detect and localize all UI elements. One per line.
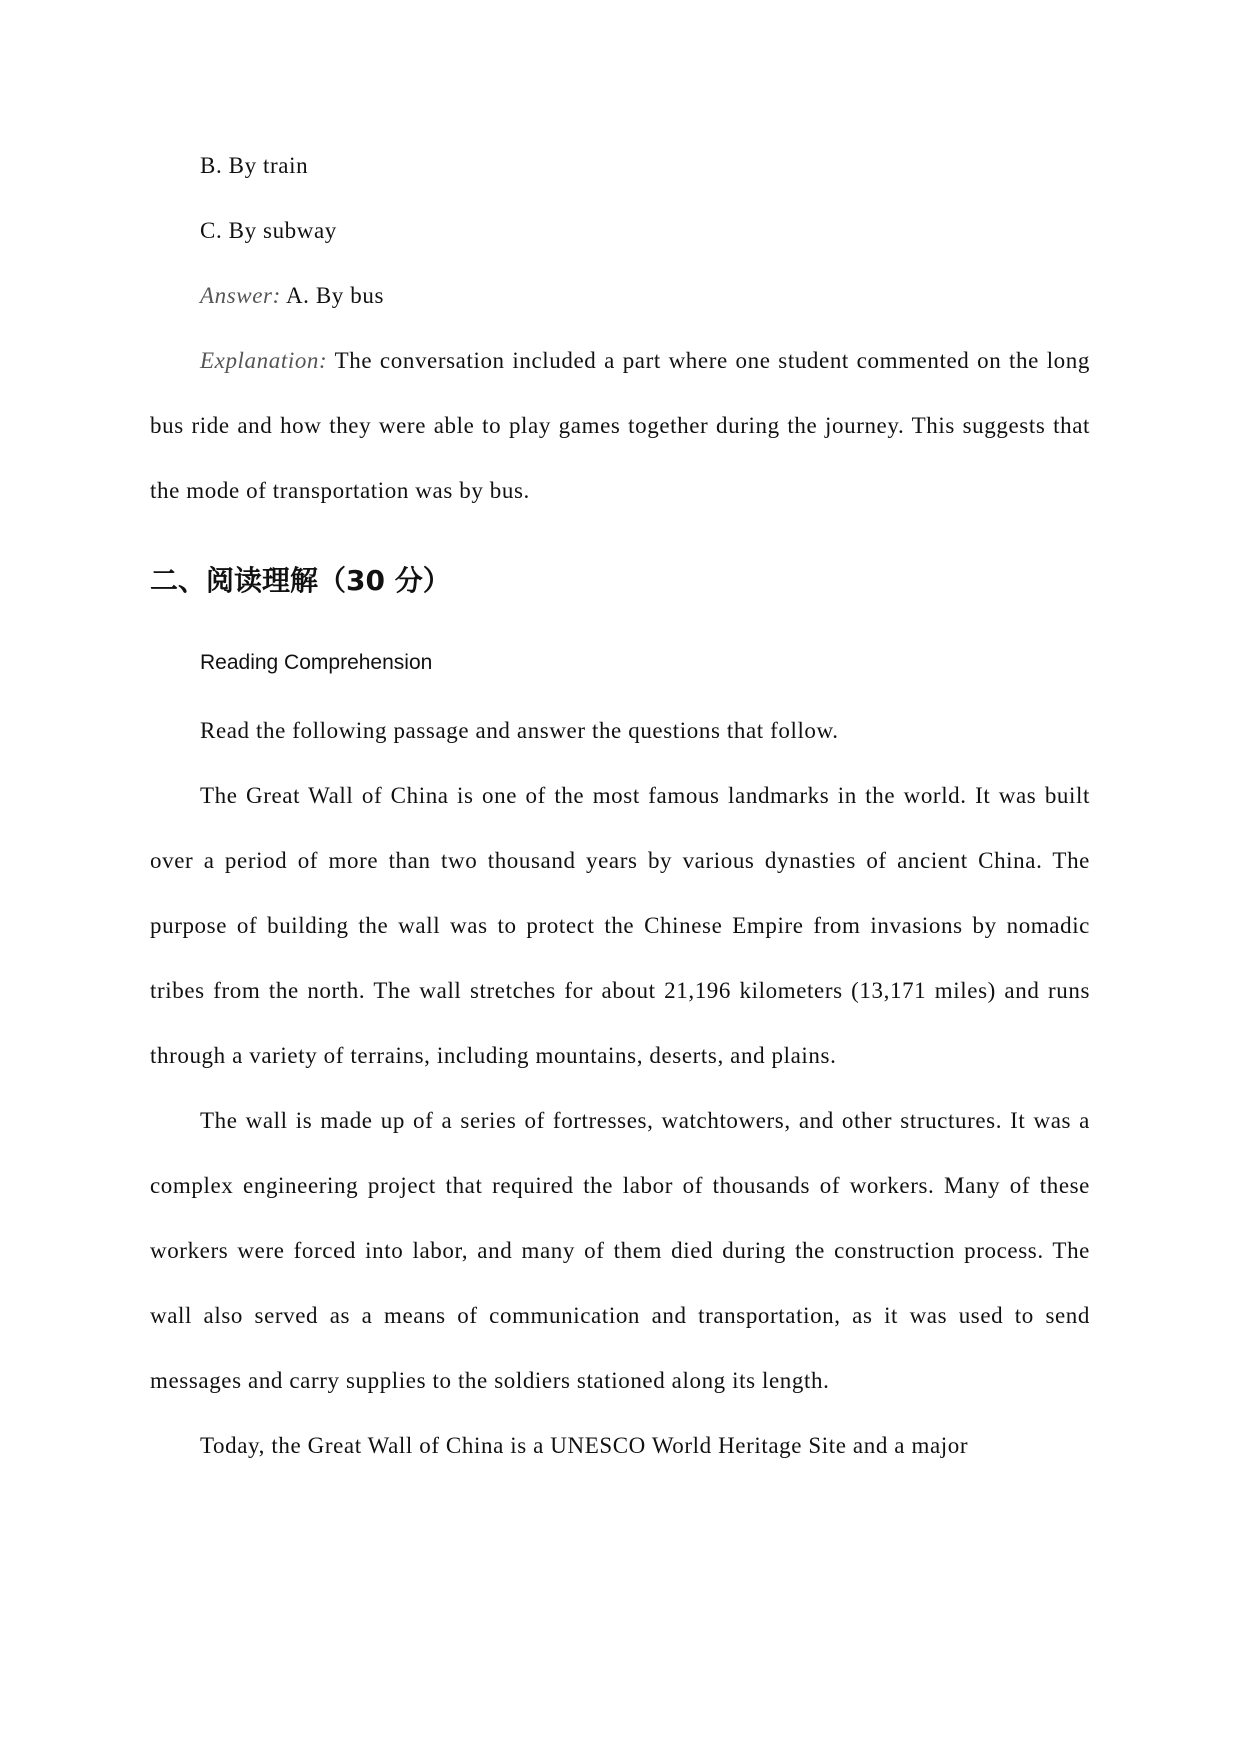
option-c: C. By subway (200, 218, 337, 243)
passage-paragraph-3: Today, the Great Wall of China is a UNESCO World Heritage Site and a major (200, 1433, 969, 1458)
explanation-paragraph (150, 328, 1090, 523)
answer-text: A. By bus (280, 283, 384, 308)
question-options (150, 133, 1090, 523)
answer-line (150, 263, 1090, 328)
passage-instruction: Read the following passage and answer the questions that follow. (200, 718, 839, 743)
explanation-text: The conversation included a part where one student commented on the long bus ride and how they were able to play games together during the journey. This suggests that the mode of transportation was by bus. (150, 348, 1090, 503)
answer-label: Answer: (200, 283, 281, 308)
reading-passage (150, 698, 1090, 1478)
option-b: B. By train (200, 153, 309, 178)
explanation-label: Explanation: (200, 348, 328, 373)
section-heading: 二、阅读理解（30 分） (150, 564, 451, 597)
passage-paragraph-2: The wall is made up of a series of fortresses, watchtowers, and other structures. It was a complex engineering project that required the labor of thousands of workers. Many of these workers were forced into labor, and many of them died during the construction process. The wall also served as a means of communication and transportation, as it was used to send messages and carry supplies to the soldiers stationed along its length. (150, 1108, 1090, 1393)
passage-paragraph-1: The Great Wall of China is one of the most famous landmarks in the world. It was built over a period of more than two thousand years by various dynasties of ancient China. The purpose of building the wall was to protect the Chinese Empire from invasions by nomadic tribes from the north. The wall stretches for about 21,196 kilometers (13,171 miles) and runs through a variety of terrains, including mountains, deserts, and plains. (150, 783, 1090, 1068)
section-subheading: Reading Comprehension (200, 651, 433, 674)
